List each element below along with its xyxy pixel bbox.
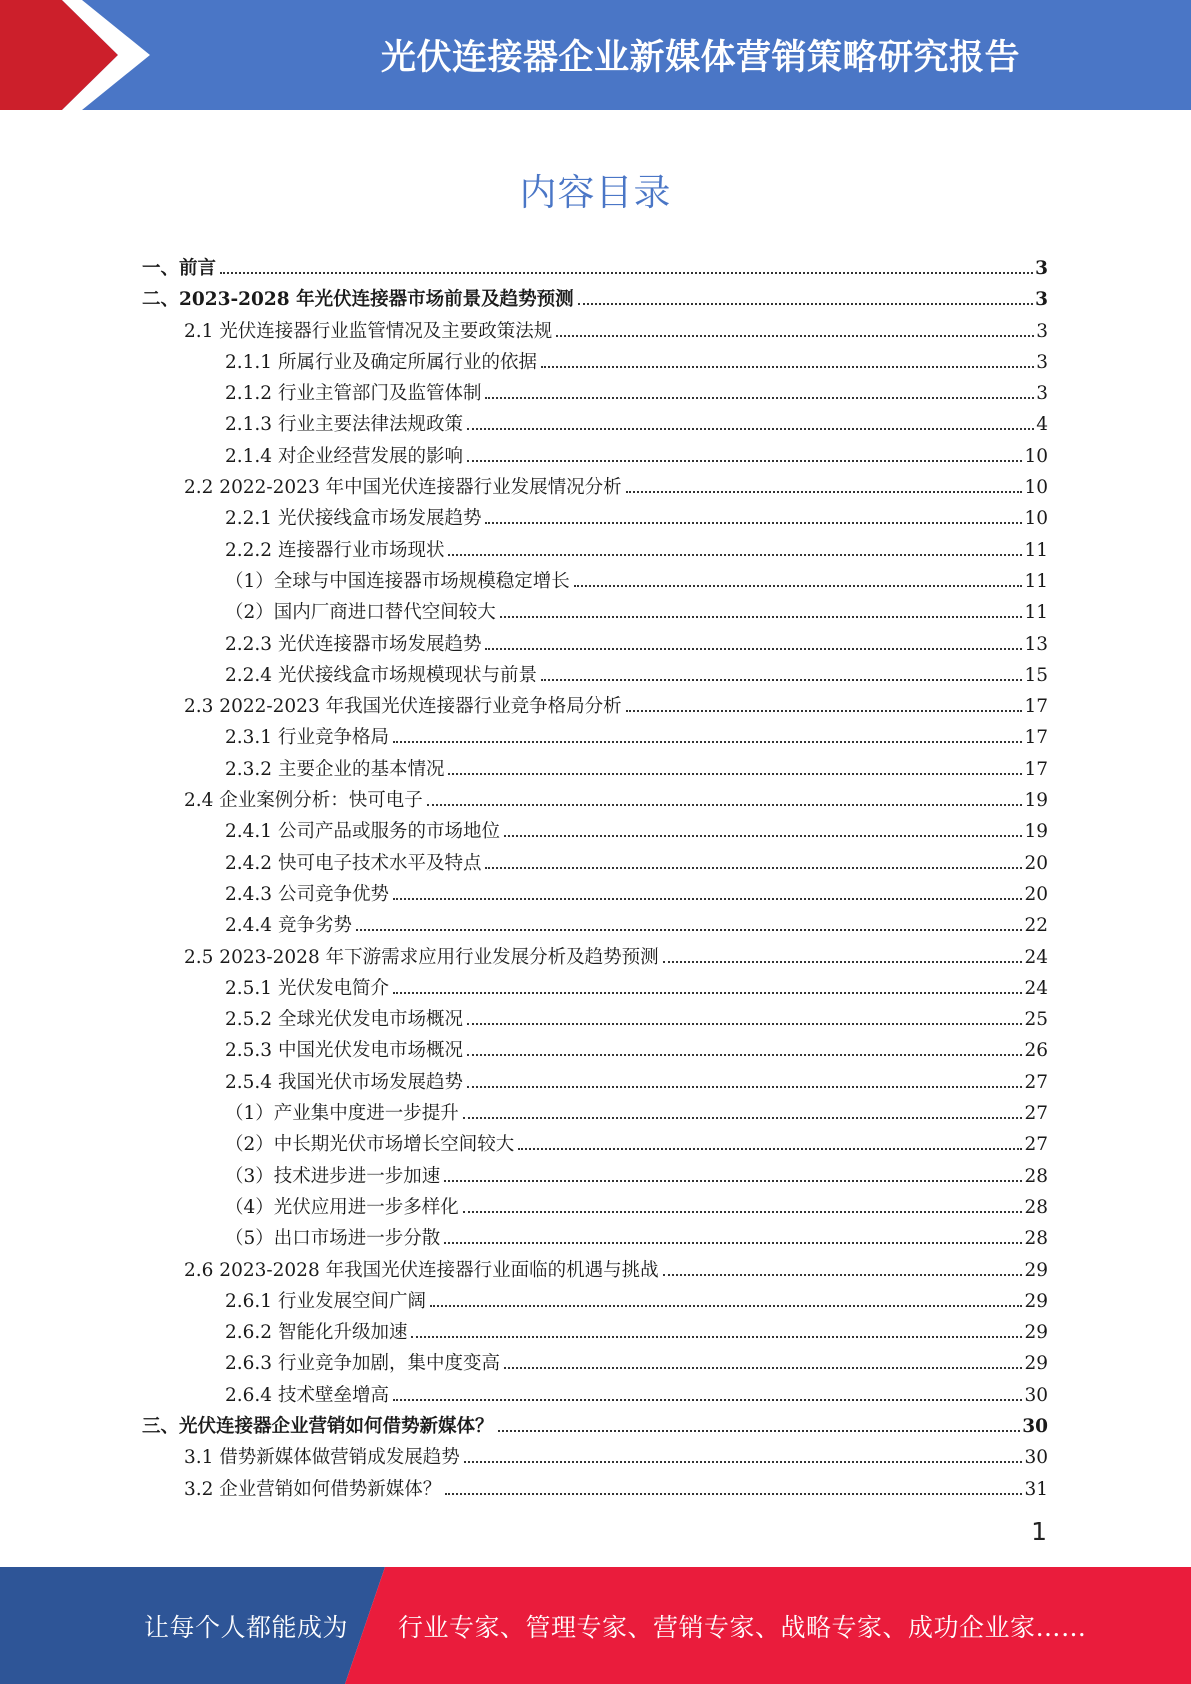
toc-entry[interactable] — [142, 1411, 1048, 1442]
toc-entry-page: 24 — [1024, 977, 1048, 999]
toc-entry-page: 13 — [1024, 633, 1048, 655]
toc-entry-label: （5）出口市场进一步分散 — [225, 1228, 441, 1250]
toc-entry-page: 3 — [1035, 258, 1048, 279]
toc-entry-label: 2.6.2 智能化升级加速 — [225, 1322, 408, 1344]
toc-entry-label: 2.4.4 竞争劣势 — [225, 915, 352, 937]
toc-entry-label: 2.3.1 行业竞争格局 — [225, 727, 389, 749]
toc-entry-page: 3 — [1036, 351, 1048, 373]
toc-entry[interactable] — [142, 409, 1048, 440]
toc-entry[interactable] — [142, 316, 1048, 347]
toc-entry-label: 2.1.4 对企业经营发展的影响 — [225, 445, 463, 467]
toc-dot-leader — [445, 1493, 1022, 1495]
toc-entry-page: 28 — [1024, 1228, 1048, 1250]
toc-entry-page: 29 — [1024, 1322, 1048, 1344]
toc-dot-leader — [448, 554, 1022, 556]
toc-entry[interactable] — [142, 816, 1048, 847]
toc-entry[interactable] — [142, 1474, 1048, 1505]
toc-entry-label: 2.5 2023-2028 年下游需求应用行业发展分析及趋势预测 — [184, 946, 659, 968]
toc-entry-label: 2.1 光伏连接器行业监管情况及主要政策法规 — [184, 320, 553, 342]
toc-dot-leader — [626, 710, 1023, 712]
red-arrow-decoration — [0, 0, 160, 110]
toc-entry-page: 25 — [1024, 1009, 1048, 1031]
toc-dot-leader — [663, 1274, 1023, 1276]
toc-entry[interactable] — [142, 848, 1048, 879]
toc-heading: 内容目录 — [519, 171, 672, 214]
toc-dot-leader — [556, 335, 1034, 337]
table-of-contents — [142, 253, 1048, 1505]
toc-dot-leader — [541, 366, 1034, 368]
toc-entry-label: （3）技术进步进一步加速 — [225, 1165, 441, 1187]
toc-dot-leader — [541, 679, 1022, 681]
toc-entry-label: （1）产业集中度进一步提升 — [225, 1103, 459, 1125]
toc-entry-label: 2.1.3 行业主要法律法规政策 — [225, 414, 463, 436]
toc-entry[interactable] — [142, 1348, 1048, 1379]
toc-entry-page: 4 — [1036, 414, 1048, 436]
toc-dot-leader — [444, 1180, 1022, 1182]
footer-band — [0, 1567, 1191, 1684]
toc-entry[interactable] — [142, 785, 1048, 816]
toc-entry-label: 2.2 2022-2023 年中国光伏连接器行业发展情况分析 — [184, 477, 622, 499]
toc-entry-page: 17 — [1024, 727, 1048, 749]
page-number: 1 — [1031, 1517, 1047, 1546]
toc-dot-leader — [444, 1242, 1022, 1244]
toc-entry-label: 2.4 企业案例分析：快可电子 — [184, 790, 423, 812]
toc-entry-label: （4）光伏应用进一步多样化 — [225, 1196, 459, 1218]
toc-entry-page: 20 — [1024, 883, 1048, 905]
toc-entry[interactable] — [142, 472, 1048, 503]
toc-entry[interactable] — [142, 566, 1048, 597]
toc-entry-page: 11 — [1024, 570, 1048, 592]
toc-entry[interactable] — [142, 1255, 1048, 1286]
toc-entry[interactable] — [142, 660, 1048, 691]
toc-entry-label: 2.4.1 公司产品或服务的市场地位 — [225, 821, 500, 843]
toc-entry-label: 2.1.1 所属行业及确定所属行业的依据 — [225, 351, 537, 373]
toc-entry-page: 30 — [1024, 1384, 1048, 1406]
toc-entry-page: 11 — [1024, 539, 1048, 561]
toc-entry[interactable] — [142, 1192, 1048, 1223]
toc-entry-page: 30 — [1022, 1415, 1048, 1437]
toc-entry[interactable] — [142, 253, 1048, 284]
toc-entry-page: 28 — [1024, 1196, 1048, 1218]
toc-dot-leader — [467, 1054, 1022, 1056]
toc-entry-page: 17 — [1024, 758, 1048, 780]
toc-dot-leader — [504, 1367, 1022, 1369]
toc-entry-page: 3 — [1035, 289, 1048, 311]
toc-entry-page: 27 — [1024, 1103, 1048, 1125]
toc-entry[interactable] — [142, 1129, 1048, 1160]
toc-entry-page: 10 — [1024, 477, 1048, 499]
toc-dot-leader — [467, 428, 1034, 430]
toc-dot-leader — [663, 961, 1023, 963]
toc-entry-page: 27 — [1024, 1134, 1048, 1156]
toc-dot-leader — [498, 1430, 1021, 1432]
toc-entry-page: 30 — [1024, 1447, 1048, 1469]
toc-entry-label: 2.6 2023-2028 年我国光伏连接器行业面临的机遇与挑战 — [184, 1259, 659, 1281]
toc-entry[interactable] — [142, 284, 1048, 315]
toc-entry-page: 19 — [1024, 821, 1048, 843]
toc-entry[interactable] — [142, 1161, 1048, 1192]
footer-slogan-right: 行业专家、管理专家、营销专家、战略专家、成功企业家…… — [398, 1612, 1087, 1642]
toc-entry[interactable] — [142, 347, 1048, 378]
toc-entry[interactable] — [142, 973, 1048, 1004]
toc-dot-leader — [578, 303, 1034, 305]
toc-dot-leader — [485, 522, 1022, 524]
toc-entry-label: 三、光伏连接器企业营销如何借势新媒体？ — [142, 1415, 494, 1437]
toc-dot-leader — [393, 992, 1022, 994]
toc-entry-label: （2）中长期光伏市场增长空间较大 — [225, 1134, 515, 1156]
toc-dot-leader — [467, 1086, 1022, 1088]
toc-dot-leader — [220, 272, 1033, 274]
toc-entry-page: 17 — [1024, 696, 1048, 718]
footer-slogan-left: 让每个人都能成为 — [144, 1612, 349, 1642]
toc-dot-leader — [411, 1336, 1022, 1338]
toc-entry-page: 19 — [1024, 790, 1048, 812]
toc-dot-leader — [485, 867, 1022, 869]
toc-entry-label: 2.5.3 中国光伏发电市场概况 — [225, 1040, 463, 1062]
toc-entry-page: 10 — [1024, 508, 1048, 530]
toc-entry[interactable] — [142, 1380, 1048, 1411]
toc-entry-label: 3.2 企业营销如何借势新媒体？ — [184, 1478, 442, 1500]
toc-entry-label: 2.2.1 光伏接线盒市场发展趋势 — [225, 508, 482, 530]
toc-dot-leader — [393, 898, 1022, 900]
toc-entry-page: 27 — [1024, 1071, 1048, 1093]
toc-dot-leader — [430, 1305, 1022, 1307]
toc-dot-leader — [356, 929, 1023, 931]
report-title: 光伏连接器企业新媒体营销策略研究报告 — [380, 38, 1020, 78]
toc-dot-leader — [393, 1399, 1022, 1401]
toc-dot-leader — [500, 616, 1023, 618]
toc-entry-label: （2）国内厂商进口替代空间较大 — [225, 602, 496, 624]
toc-dot-leader — [393, 741, 1022, 743]
toc-entry[interactable] — [142, 1035, 1048, 1066]
toc-entry[interactable] — [142, 378, 1048, 409]
toc-entry[interactable] — [142, 597, 1048, 628]
toc-entry-label: 2.3.2 主要企业的基本情况 — [225, 758, 445, 780]
toc-entry-page: 20 — [1024, 852, 1048, 874]
toc-dot-leader — [467, 460, 1022, 462]
toc-entry-page: 3 — [1036, 320, 1048, 342]
toc-entry[interactable] — [142, 503, 1048, 534]
toc-entry[interactable] — [142, 1223, 1048, 1254]
toc-entry-label: 2.2.2 连接器行业市场现状 — [225, 539, 445, 561]
toc-entry[interactable] — [142, 910, 1048, 941]
toc-entry[interactable] — [142, 535, 1048, 566]
toc-dot-leader — [626, 491, 1023, 493]
toc-entry-label: 2.5.2 全球光伏发电市场概况 — [225, 1009, 463, 1031]
toc-entry-label: 2.3 2022-2023 年我国光伏连接器行业竞争格局分析 — [184, 696, 622, 718]
toc-dot-leader — [448, 773, 1022, 775]
toc-entry[interactable] — [142, 879, 1048, 910]
toc-dot-leader — [518, 1148, 1022, 1150]
toc-dot-leader — [427, 804, 1023, 806]
toc-entry[interactable] — [142, 754, 1048, 785]
toc-entry[interactable] — [142, 1286, 1048, 1317]
toc-dot-leader — [504, 835, 1022, 837]
toc-entry-label: 2.5.1 光伏发电简介 — [225, 977, 389, 999]
toc-entry-label: 2.5.4 我国光伏市场发展趋势 — [225, 1071, 463, 1093]
toc-dot-leader — [485, 648, 1022, 650]
toc-entry-label: （1）全球与中国连接器市场规模稳定增长 — [225, 570, 570, 592]
toc-entry-label: 2.2.4 光伏接线盒市场规模现状与前景 — [225, 664, 537, 686]
toc-entry-label: 2.2.3 光伏连接器市场发展趋势 — [225, 633, 482, 655]
toc-entry-label: 2.4.3 公司竞争优势 — [225, 883, 389, 905]
toc-entry[interactable] — [142, 629, 1048, 660]
toc-entry[interactable] — [142, 1098, 1048, 1129]
toc-entry-page: 10 — [1024, 445, 1048, 467]
toc-entry-page: 29 — [1024, 1259, 1048, 1281]
toc-dot-leader — [467, 1023, 1022, 1025]
toc-dot-leader — [463, 1211, 1023, 1213]
toc-entry-page: 31 — [1024, 1478, 1048, 1500]
toc-entry-label: 2.4.2 快可电子技术水平及特点 — [225, 852, 482, 874]
toc-entry-label: 2.1.2 行业主管部门及监管体制 — [225, 383, 482, 405]
toc-entry-page: 22 — [1024, 915, 1048, 937]
toc-entry-page: 15 — [1024, 664, 1048, 686]
toc-entry-page: 29 — [1024, 1290, 1048, 1312]
toc-entry-page: 29 — [1024, 1353, 1048, 1375]
toc-dot-leader — [463, 1117, 1023, 1119]
toc-entry[interactable] — [142, 1004, 1048, 1035]
toc-entry-page: 3 — [1036, 383, 1048, 405]
toc-entry[interactable] — [142, 1067, 1048, 1098]
toc-entry-label: 二、2023-2028 年光伏连接器市场前景及趋势预测 — [142, 289, 574, 311]
toc-entry-label: 2.6.1 行业发展空间广阔 — [225, 1290, 426, 1312]
toc-entry-page: 24 — [1024, 946, 1048, 968]
toc-entry[interactable] — [142, 691, 1048, 722]
toc-dot-leader — [574, 585, 1023, 587]
toc-entry[interactable] — [142, 441, 1048, 472]
toc-dot-leader — [464, 1461, 1023, 1463]
report-header-band — [0, 0, 1191, 110]
toc-entry[interactable] — [142, 942, 1048, 973]
toc-entry-label: 2.6.3 行业竞争加剧，集中度变高 — [225, 1353, 500, 1375]
toc-entry[interactable] — [142, 722, 1048, 753]
toc-entry[interactable] — [142, 1317, 1048, 1348]
toc-entry-label: 3.1 借势新媒体做营销成发展趋势 — [184, 1447, 460, 1469]
toc-entry-page: 11 — [1024, 602, 1048, 624]
toc-entry-label: 2.6.4 技术壁垒增高 — [225, 1384, 389, 1406]
toc-entry[interactable] — [142, 1442, 1048, 1473]
toc-entry-page: 28 — [1024, 1165, 1048, 1187]
toc-entry-label: 一、前言 — [142, 258, 217, 279]
toc-dot-leader — [485, 397, 1034, 399]
toc-entry-page: 26 — [1024, 1040, 1048, 1062]
